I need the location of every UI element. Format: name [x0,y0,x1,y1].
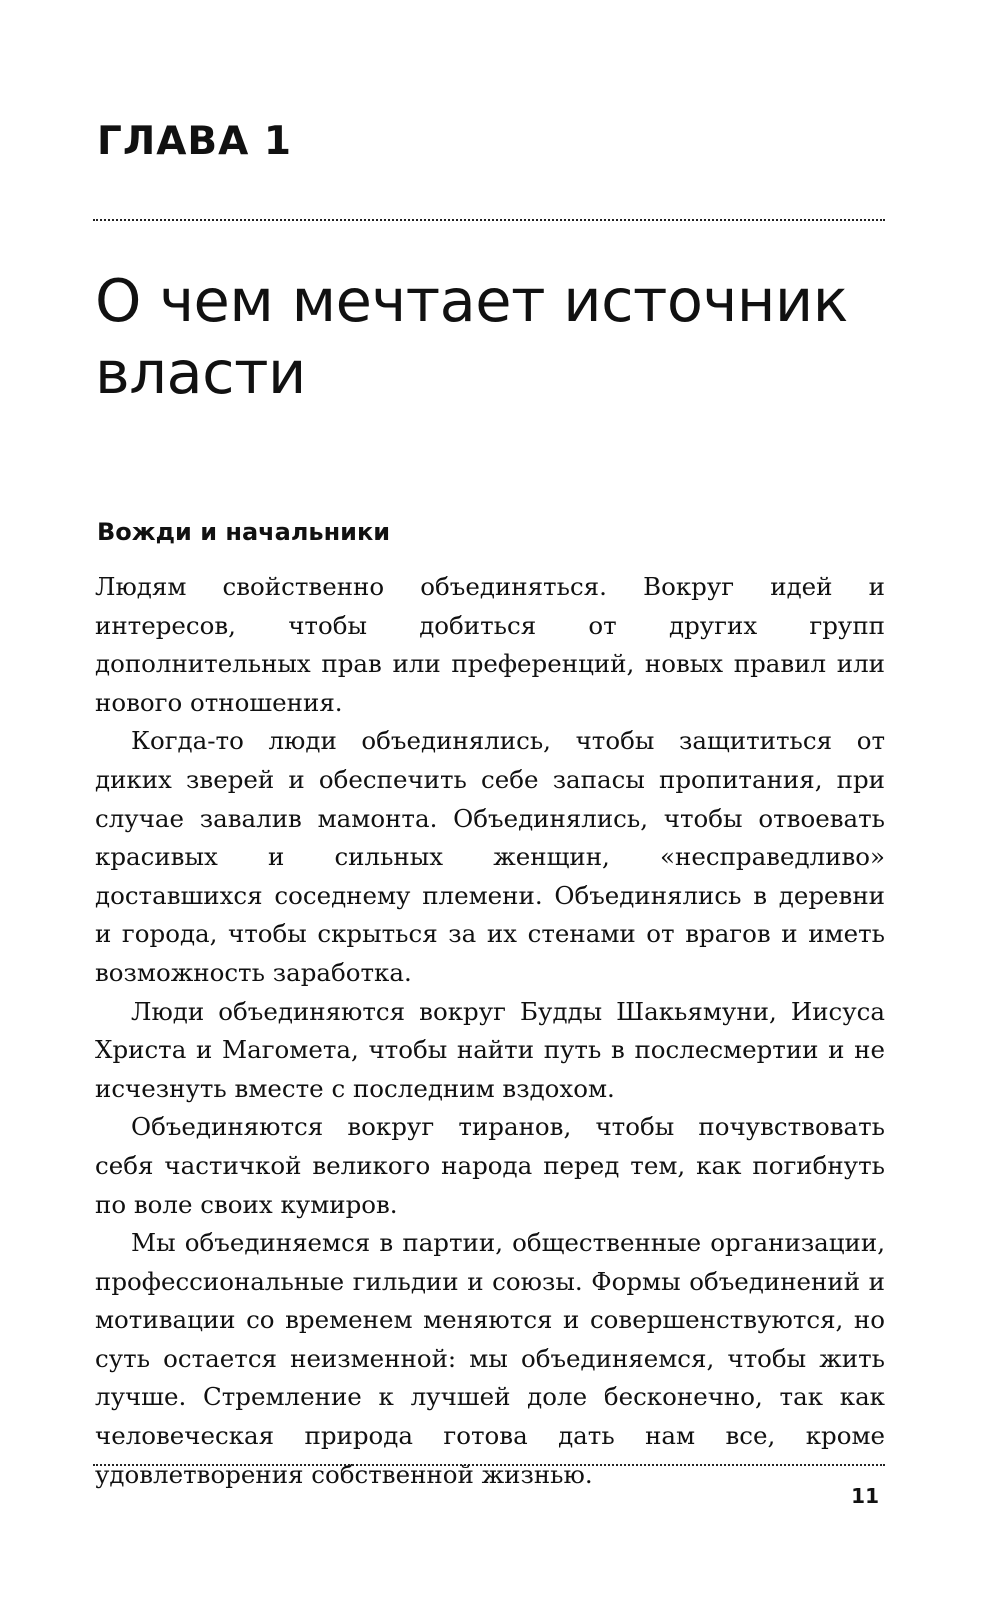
body-text [95,568,885,1494]
paragraph-2: Когда-то люди объединялись, чтобы защититься от диких зверей и обеспечить себе запасы пропитания, при случае завалив мамонта. Объединялись, чтобы отвоевать красивых и сильных женщин, «несправедливо» доставшихся соседнему племени. Объединялись в деревни и города, чтобы скрыться за их стенами от врагов и иметь возможность заработка. [95,726,885,987]
paragraph-4: Объединяются вокруг тиранов, чтобы почувствовать себя частичкой великого народа перед тем, как погибнуть по воле своих кумиров. [95,1112,885,1219]
chapter-title: О чем мечтает источник власти [95,266,848,407]
chapter-label: ГЛАВА 1 [97,119,293,164]
paragraph-3: Люди объединяются вокруг Будды Шакьямуни, Иисуса Христа и Магомета, чтобы найти путь в послесмертии и не исчезнуть вместе с последним вздохом. [95,996,885,1103]
section-heading: Вожди и начальники [97,518,391,546]
paragraph-1: Людям свойственно объединяться. Вокруг идей и интересов, чтобы добиться от других групп дополнительных прав или преференций, новых правил или нового отношения. [95,572,885,717]
page-number: 11 [851,1484,879,1508]
paragraph-5: Мы объединяемся в партии, общественные организации, профессиональные гильдии и союзы. Формы объединений и мотивации со временем меняются и совершенствуются, но суть остается неизменной: мы объединяемся, чтобы жить лучше. Стремление к лучшей доле бесконечно, так как человеческая природа готова дать нам все, кроме удовлетворения собственной жизнью. [95,1228,885,1489]
top-dotted-divider [93,219,885,221]
bottom-dotted-divider [93,1464,885,1466]
